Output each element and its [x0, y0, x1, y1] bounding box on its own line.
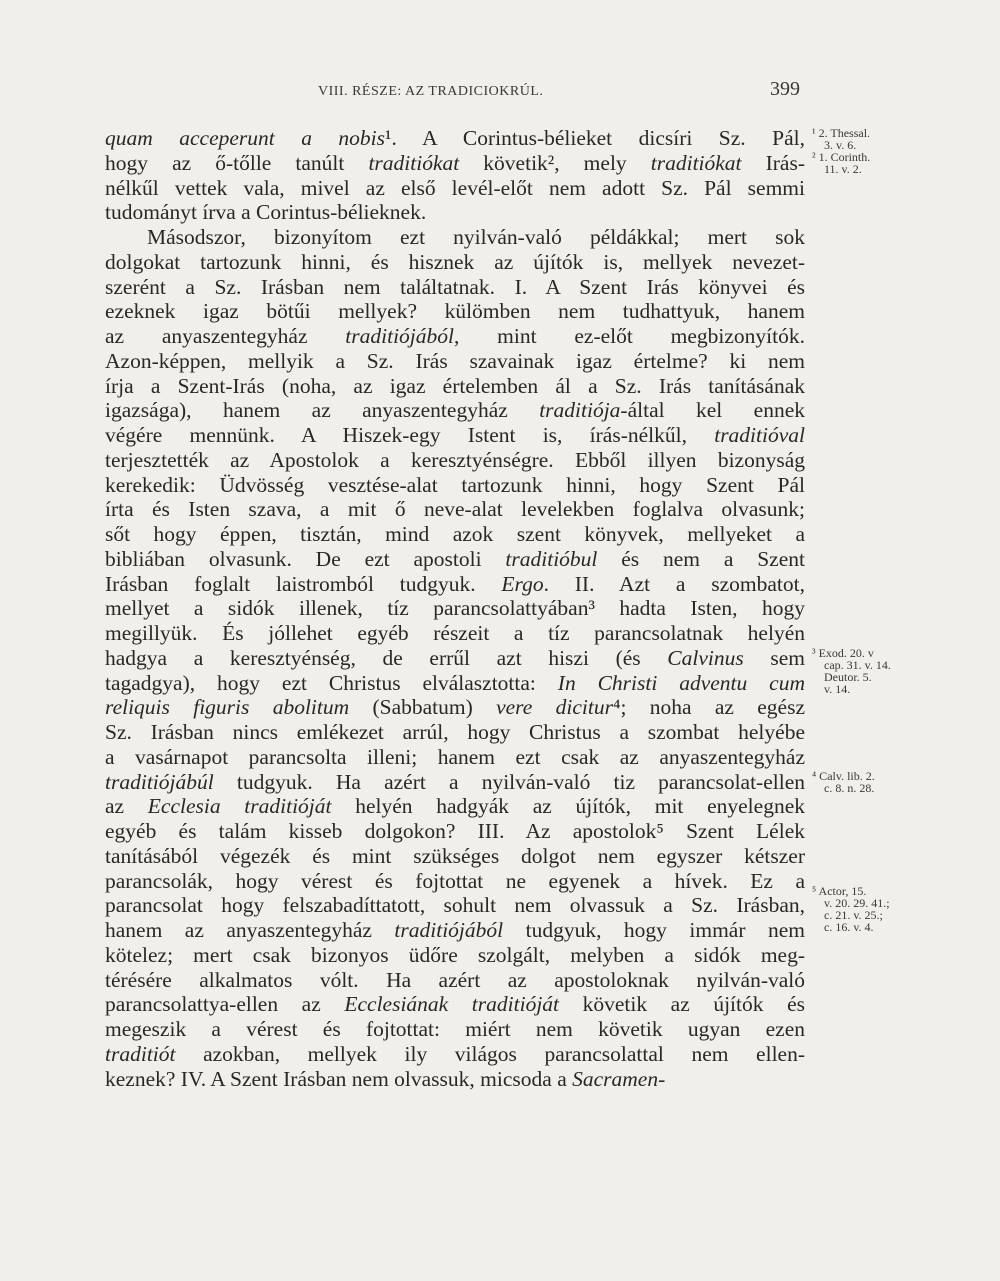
margin-note-line: c. 21. v. 25.; [824, 908, 883, 922]
margin-note [812, 647, 997, 695]
text-line: nélkűl vettek vala, mivel az első levél-előt nem adott Sz. Pál semmi [105, 175, 805, 200]
text-line: tudományt írva a Corintus-bélieknek. [105, 200, 427, 225]
text-line: hanem az anyaszentegyház traditiójából tudgyuk, hogy immár nem [105, 918, 805, 942]
text-line: parancsolák, hogy vérest és fojtottat ne egyenek a hívek. Ez a [105, 868, 805, 893]
text-line: írja a Szent-Irás (noha, az igaz értelemben ál a Sz. Irás tanításának [105, 373, 805, 398]
text-line: quam acceperunt a nobis¹. A Corintus-bélieket dicsíri Sz. Pál, [105, 126, 805, 150]
text-line: igazsága), hanem az anyaszentegyház traditiója-által kel ennek [105, 398, 805, 423]
margin-note [812, 127, 997, 175]
margin-note-line: Deutor. 5. [824, 670, 872, 684]
margin-note-line: v. 14. [824, 682, 851, 696]
text-line: tanításából végezék és mint szükséges dolgot nem egyszer kétszer [105, 843, 805, 868]
text-line: sőt hogy éppen, tisztán, mind azok szent könyvek, mellyeket a [105, 522, 805, 546]
margin-note-line: v. 20. 29. 41.; [824, 896, 890, 910]
body-text [105, 126, 805, 1091]
margin-note-line: c. 16. v. 4. [824, 920, 874, 934]
text-line: Sz. Irásban nincs emlékezet arrúl, hogy Christus a szombat helyébe [105, 720, 805, 744]
margin-note-line: ² 1. Corinth. [812, 150, 871, 164]
text-line: térésére alkalmatos vólt. Ha azért az apostoloknak nyilván-való [105, 967, 805, 992]
margin-note-line: ⁴ Calv. lib. 2. [812, 769, 875, 783]
text-line: egyéb és talám kisseb dolgokon? III. Az apostolok⁵ Szent Lélek [105, 819, 805, 843]
text-line: traditiójábúl tudgyuk. Ha azért a nyilván-való tiz parancsolat-ellen [105, 769, 805, 794]
text-line: kerekedik: Üdvösség vesztése-alat tartozunk hinni, hogy Szent Pál [105, 472, 805, 497]
text-line: ezeknek igaz bötűi mellyek? külömben nem tudhattyuk, hanem [105, 299, 805, 324]
text-line: keznek? IV. A Szent Irásban nem olvassuk, micsoda a Sacramen- [105, 1066, 666, 1091]
text-line: traditiót azokban, mellyek ily világos parancsolattal nem ellen- [105, 1041, 805, 1066]
text-line: hogy az ő-tőlle tanúlt traditiókat követik², mely traditiókat Irás- [105, 150, 805, 175]
margin-note-line: c. 8. n. 28. [824, 781, 875, 795]
text-line: a vasárnapot parancsolta illeni; hanem ezt csak az anyaszentegyház [105, 744, 805, 769]
page-header [0, 78, 1000, 108]
page-number: 399 [770, 78, 800, 100]
text-line: Másodszor, bizonyítom ezt nyilván-való példákkal; mert sok [147, 225, 805, 249]
text-line: bibliában olvasunk. De ezt apostoli traditióbul és nem a Szent [105, 546, 805, 571]
running-title: VIII. RÉSZE: AZ TRADICIOKRÚL. [318, 84, 544, 99]
text-line: Azon-képpen, mellyik a Sz. Irás szavainak igaz értelme? ki nem [105, 348, 805, 373]
text-line: az anyaszentegyház traditiójából, mint ez-előt megbizonyítók. [105, 324, 805, 348]
text-line: írta és Isten szava, a mit ő neve-alat levelekben foglalva olvasunk; [105, 497, 805, 522]
margin-note-line: cap. 31. v. 14. [824, 658, 891, 672]
text-line: hadgya a keresztyénség, de errűl azt hiszi (és Calvinus sem [105, 645, 806, 670]
text-line: az Ecclesia traditióját helyén hadgyák az újítók, mit enyelegnek [105, 794, 805, 819]
text-line: tagadgya), hogy ezt Christus elválasztotta: In Christi adventu cum [105, 670, 805, 695]
margin-note-line: 3. v. 6. [824, 138, 857, 152]
margin-note [812, 885, 997, 933]
margin-note-line: ³ Exod. 20. v [812, 646, 874, 660]
text-line: szerént a Sz. Irásban nem találtatnak. I. A Szent Irás könyvei és [105, 274, 805, 299]
text-line: parancsolat hogy felszabadíttatott, sohult nem olvassuk a Sz. Irásban, [105, 893, 805, 918]
margin-note [812, 770, 997, 794]
text-line: mellyet a sidók illenek, tíz parancsolattyában³ hadta Isten, hogy [105, 596, 805, 621]
text-line: megillyük. És jóllehet egyéb részeit a tíz parancsolatnak helyén [105, 621, 805, 645]
margin-note-line: 11. v. 2. [824, 162, 862, 176]
text-line: kötelez; mert csak bizonyos üdőre szolgált, melyben a sidók meg- [105, 942, 805, 967]
text-line: parancsolattya-ellen az Ecclesiának traditióját követik az újítók és [105, 992, 805, 1017]
margin-note-line: ⁵ Actor, 15. [812, 884, 867, 898]
text-line: dolgokat tartozunk hinni, és hisznek az újítók is, mellyek nevezet- [105, 249, 805, 274]
text-line: Irásban foglalt laistromból tudgyuk. Ergo. II. Azt a szombatot, [105, 571, 805, 596]
text-line: végére mennünk. A Hiszek-egy Istent is, írás-nélkűl, traditióval [105, 423, 805, 447]
text-line: megeszik a vérest és fojtottat: miért nem követik ugyan ezen [105, 1017, 805, 1041]
text-line: terjesztették az Apostolok a keresztyénségre. Ebből illyen bizonyság [105, 447, 805, 472]
margin-note-line: ¹ 2. Thessal. [812, 126, 871, 140]
text-line: reliquis figuris abolitum (Sabbatum) vere dicitur⁴; noha az egész [105, 695, 806, 720]
